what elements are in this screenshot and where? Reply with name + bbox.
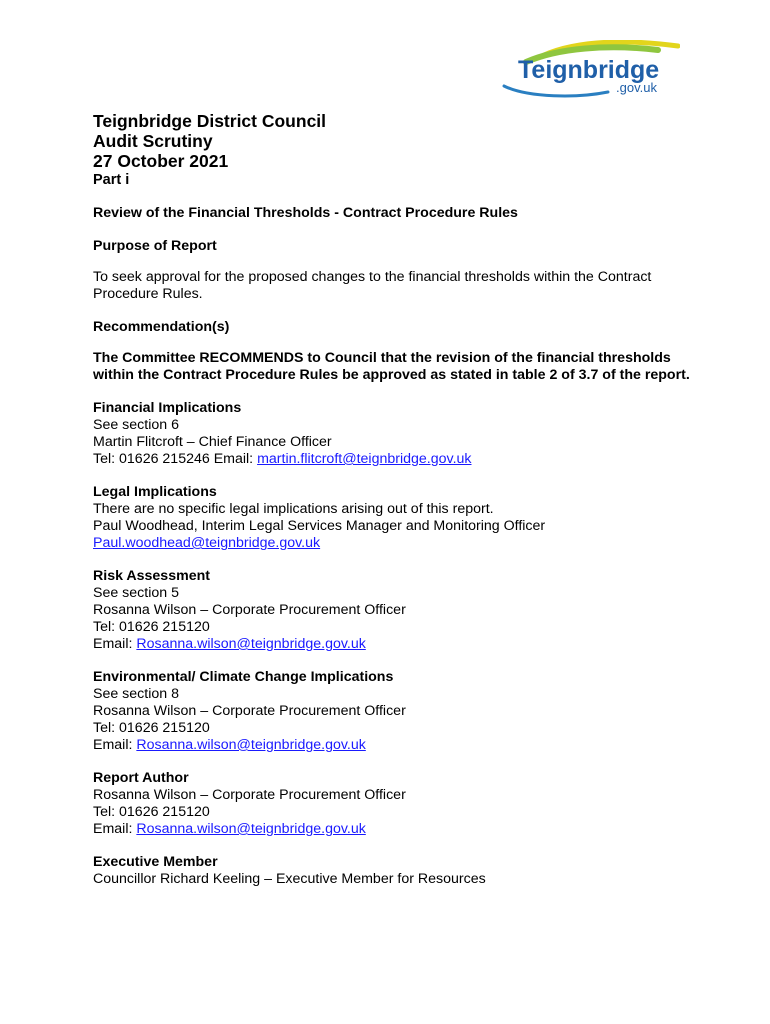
financial-heading: Financial Implications: [93, 400, 242, 416]
executive-heading: Executive Member: [93, 854, 218, 870]
environmental-section: [93, 669, 693, 754]
recommendations-text: The Committee RECOMMENDS to Council that the revision of the financial thresholds within the Contract Procedure Rules be approved as stated in table 2 of 3.7 of the report.: [93, 350, 690, 383]
financial-tel: Tel: 01626 215246 Email:: [93, 451, 258, 467]
purpose-section: [93, 238, 693, 303]
author-email-label: Email:: [93, 821, 137, 837]
legal-line2: Paul Woodhead, Interim Legal Services Manager and Monitoring Officer: [93, 518, 546, 534]
legal-line1: There are no specific legal implications arising out of this report.: [93, 501, 494, 517]
teignbridge-logo: [498, 40, 680, 100]
purpose-text: To seek approval for the proposed changes to the financial thresholds within the Contract Procedure Rules.: [93, 269, 652, 302]
risk-section: [93, 568, 693, 653]
financial-line1: See section 6: [93, 417, 179, 433]
executive-line1: Councillor Richard Keeling – Executive Member for Resources: [93, 871, 486, 887]
risk-email-link[interactable]: Rosanna.wilson@teignbridge.gov.uk: [136, 636, 366, 652]
legal-email-link[interactable]: Paul.woodhead@teignbridge.gov.uk: [93, 535, 321, 551]
environmental-line2: Rosanna Wilson – Corporate Procurement Officer: [93, 703, 406, 719]
financial-contact: [93, 451, 693, 468]
environmental-tel: Tel: 01626 215120: [93, 720, 210, 736]
risk-tel: Tel: 01626 215120: [93, 619, 210, 635]
environmental-heading: Environmental/ Climate Change Implications: [93, 669, 394, 685]
legal-heading: Legal Implications: [93, 484, 217, 500]
risk-line2: Rosanna Wilson – Corporate Procurement Officer: [93, 602, 406, 618]
logo-domain-text: .gov.uk: [616, 80, 657, 95]
environmental-email-link[interactable]: Rosanna.wilson@teignbridge.gov.uk: [136, 737, 366, 753]
legal-section: [93, 484, 693, 552]
council-name: Teignbridge District Council: [93, 111, 327, 131]
risk-heading: Risk Assessment: [93, 568, 210, 584]
purpose-heading: Purpose of Report: [93, 238, 217, 254]
author-heading: Report Author: [93, 770, 189, 786]
part-label: Part i: [93, 172, 130, 188]
risk-email-label: Email:: [93, 636, 137, 652]
recommendations-heading: Recommendation(s): [93, 319, 230, 335]
financial-line2: Martin Flitcroft – Chief Finance Officer: [93, 434, 332, 450]
meeting-date: 27 October 2021: [93, 151, 229, 171]
environmental-line1: See section 8: [93, 686, 179, 702]
recommendations-section: [93, 319, 693, 384]
author-section: [93, 770, 693, 838]
report-body: [93, 111, 693, 888]
logo-swoosh-blue: [504, 86, 608, 96]
author-email-link[interactable]: Rosanna.wilson@teignbridge.gov.uk: [136, 821, 366, 837]
author-tel: Tel: 01626 215120: [93, 804, 210, 820]
financial-section: [93, 400, 693, 468]
author-line1: Rosanna Wilson – Corporate Procurement Officer: [93, 787, 406, 803]
financial-email-link[interactable]: martin.flitcroft@teignbridge.gov.uk: [257, 451, 472, 467]
report-title: Review of the Financial Thresholds - Contract Procedure Rules: [93, 205, 518, 221]
environmental-email-label: Email:: [93, 737, 137, 753]
committee-name: Audit Scrutiny: [93, 131, 213, 151]
executive-section: [93, 854, 693, 888]
risk-line1: See section 5: [93, 585, 179, 601]
title-block: [93, 111, 693, 189]
logo-brand-text: Teignbridge: [518, 56, 660, 84]
